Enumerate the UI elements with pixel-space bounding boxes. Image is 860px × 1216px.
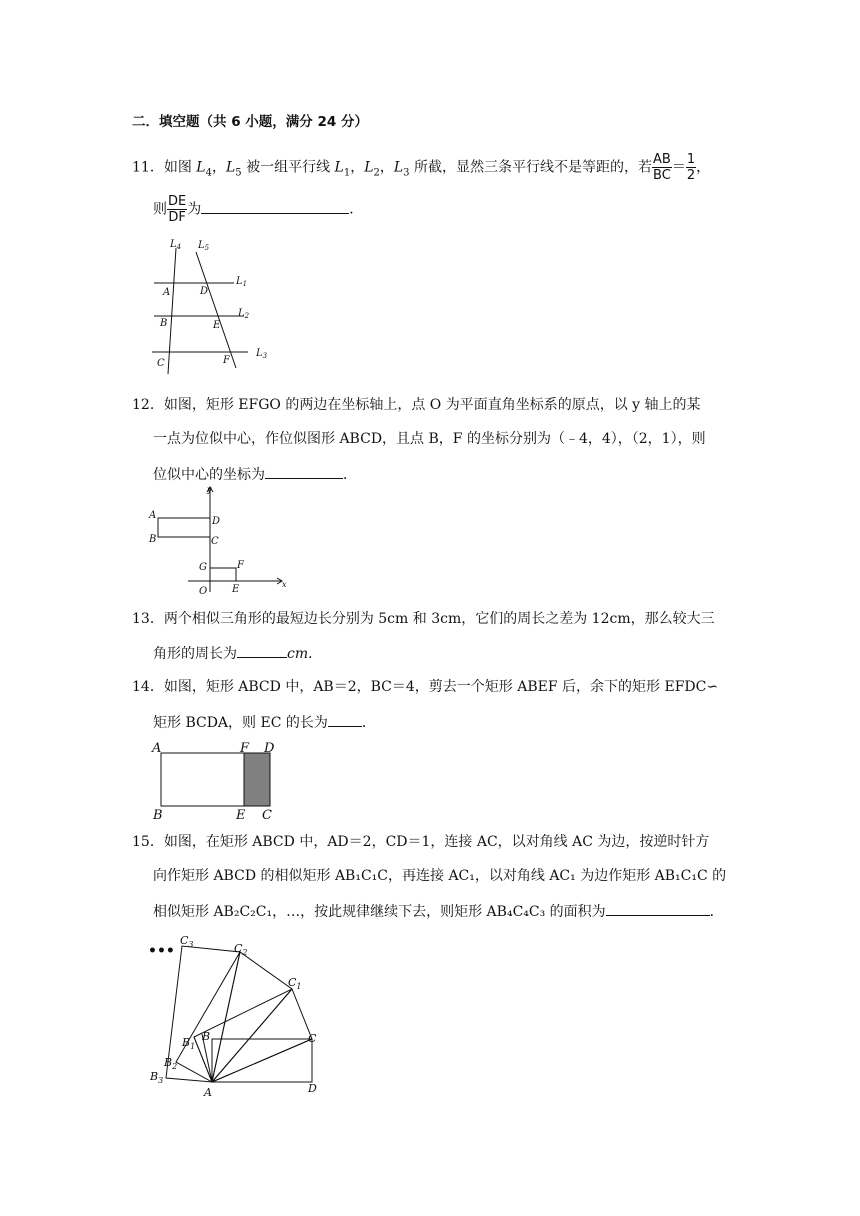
figure-coordinate-rectangles bbox=[144, 484, 294, 599]
fraction-denominator: BC bbox=[653, 168, 671, 183]
shaded-rectangle-efdc bbox=[244, 753, 270, 806]
label-x: x bbox=[282, 580, 287, 589]
question-13-line-1 bbox=[132, 609, 715, 629]
label-b3: $B_3$ bbox=[150, 1070, 164, 1085]
question-11-line-1 bbox=[132, 152, 710, 183]
label-e: E bbox=[213, 320, 221, 331]
label-l5: $L_5$ bbox=[198, 240, 210, 252]
q14-text: 如图，矩形 ABCD 中，AB＝2，BC＝4，剪去一个矩形 ABEF 后，余下的矩形 EFDC∽ bbox=[163, 679, 719, 695]
question-12-line-2: 一点为位似中心，作位似图形 ABCD，且点 B，F 的坐标分别为（﹣4，4），（2，1），则 bbox=[153, 431, 706, 447]
q15-punct: ． bbox=[709, 904, 724, 920]
label-b: B bbox=[153, 808, 163, 822]
q15-text: 如图，在矩形 ABCD 中，AD＝2，CD＝1，连接 AC，以对角线 AC 为边，按逆时针方 bbox=[163, 834, 710, 850]
label-e: E bbox=[236, 808, 246, 822]
figure-cut-rectangle bbox=[148, 737, 288, 822]
label-l2: $L_2$ bbox=[238, 308, 250, 320]
label-d: D bbox=[264, 741, 275, 756]
q11-var: L bbox=[393, 159, 404, 176]
label-l1: $L_1$ bbox=[236, 276, 248, 288]
question-15-line-3 bbox=[153, 900, 724, 922]
question-number: 11． bbox=[132, 159, 164, 176]
question-13-line-2 bbox=[153, 642, 322, 664]
q11-sub: 3 bbox=[403, 167, 410, 179]
label-c2: $C_2$ bbox=[234, 942, 248, 957]
question-number: 14． bbox=[132, 679, 164, 695]
q11-text: 如图 bbox=[163, 159, 197, 176]
line-l4 bbox=[168, 248, 176, 374]
question-15-line-2: 向作矩形 ABCD 的相似矩形 AB₁C₁C，再连接 AC₁，以对角线 AC₁ 为边作矩形 AB₁C₁C 的 bbox=[153, 868, 727, 884]
label-c: C bbox=[157, 358, 165, 369]
q11-punct: ， bbox=[211, 159, 226, 176]
q11-text: 为 bbox=[187, 201, 202, 218]
answer-blank-12[interactable] bbox=[265, 463, 343, 479]
equals-sign: ＝ bbox=[671, 159, 686, 176]
label-b2: $B_2$ bbox=[164, 1056, 178, 1071]
q11-text: 被一组平行线 bbox=[241, 159, 335, 176]
label-g: G bbox=[199, 562, 207, 573]
fraction-numerator: AB bbox=[653, 152, 671, 167]
label-b: B bbox=[160, 318, 168, 329]
q11-text: 则 bbox=[153, 201, 167, 218]
q14-text: 矩形 BCDA，则 EC 的长为 bbox=[153, 715, 328, 731]
fraction-one-half bbox=[686, 152, 696, 183]
label-b: B bbox=[202, 1030, 211, 1043]
ellipsis-dots: ••• bbox=[148, 943, 175, 959]
q11-var: L bbox=[334, 159, 344, 176]
q13-text: 角形的周长为 bbox=[153, 646, 237, 662]
question-number: 13． bbox=[132, 611, 164, 627]
figure-parallel-lines bbox=[148, 234, 278, 374]
q11-punct: ， bbox=[350, 159, 365, 176]
q11-punct: ， bbox=[379, 159, 394, 176]
question-15-line-1 bbox=[132, 832, 709, 852]
label-c1: $C_1$ bbox=[288, 976, 302, 991]
q11-sub: 2 bbox=[373, 167, 380, 179]
fraction-numerator: 1 bbox=[686, 152, 696, 167]
section-title: 二．填空题（共 6 小题，满分 24 分） bbox=[132, 114, 368, 130]
rectangle-efgo bbox=[210, 568, 236, 581]
q11-var: L bbox=[196, 159, 206, 176]
label-f: F bbox=[240, 741, 250, 756]
q12-punct: ． bbox=[343, 467, 357, 483]
label-d: D bbox=[308, 1082, 317, 1095]
fraction-denominator: 2 bbox=[686, 168, 696, 183]
answer-blank-13[interactable] bbox=[237, 642, 287, 658]
q13-punct: ． bbox=[308, 646, 323, 662]
label-e: E bbox=[232, 584, 240, 595]
label-l3: $L_3$ bbox=[256, 348, 268, 360]
label-c3: $C_3$ bbox=[180, 934, 194, 949]
fraction-numerator: DE bbox=[168, 194, 187, 209]
answer-blank-14[interactable] bbox=[328, 711, 362, 727]
segment-ab1 bbox=[194, 1037, 212, 1082]
label-b: B bbox=[149, 534, 157, 545]
label-a: A bbox=[149, 510, 157, 521]
q11-punct: ． bbox=[349, 201, 364, 218]
line-l5 bbox=[196, 252, 236, 368]
fraction-denominator: DF bbox=[168, 210, 186, 225]
label-d: D bbox=[212, 516, 221, 527]
label-b1: $B_1$ bbox=[182, 1036, 196, 1051]
label-y: y bbox=[207, 485, 212, 494]
question-11-line-2 bbox=[153, 194, 363, 225]
answer-blank-11[interactable] bbox=[201, 198, 349, 214]
q11-punct: ， bbox=[696, 159, 711, 176]
label-c: C bbox=[262, 808, 272, 822]
figure-similar-rectangles-spiral bbox=[142, 928, 342, 1098]
question-12-line-3 bbox=[153, 463, 357, 485]
question-12-line-1 bbox=[132, 395, 701, 415]
q11-sub: 1 bbox=[343, 167, 351, 179]
q12-text: 位似中心的坐标为 bbox=[153, 467, 265, 483]
q12-text: 如图，矩形 EFGO 的两边在坐标轴上，点 O 为平面直角坐标系的原点，以 y 轴上的某 bbox=[163, 397, 701, 413]
unit-cm: cm bbox=[287, 646, 309, 662]
label-f: F bbox=[237, 560, 244, 571]
q11-var: L bbox=[364, 159, 374, 176]
q11-var: L bbox=[225, 159, 236, 176]
fraction-ab-bc bbox=[652, 152, 672, 183]
q14-punct: ． bbox=[361, 715, 376, 731]
q13-text: 两个相似三角形的最短边长分别为 5cm 和 3cm，它们的周长之差为 12cm，那么较大三 bbox=[163, 611, 715, 627]
label-a: A bbox=[152, 741, 162, 756]
label-l4: $L_4$ bbox=[170, 239, 182, 251]
rectangle-abcd bbox=[158, 518, 210, 537]
label-o: O bbox=[199, 586, 208, 597]
question-number: 12． bbox=[132, 397, 164, 413]
q11-sub: 4 bbox=[205, 167, 212, 179]
question-14-line-2 bbox=[153, 711, 376, 733]
label-d: D bbox=[200, 286, 209, 297]
label-c: C bbox=[211, 536, 219, 547]
label-a: A bbox=[204, 1086, 212, 1098]
fraction-de-df bbox=[167, 194, 187, 225]
q11-text: 所截，显然三条平行线不是等距的，若 bbox=[409, 159, 652, 176]
q11-sub: 5 bbox=[235, 167, 242, 179]
question-14-line-1 bbox=[132, 677, 718, 697]
question-number: 15． bbox=[132, 834, 164, 850]
label-f: F bbox=[223, 355, 230, 366]
label-c: C bbox=[308, 1032, 317, 1045]
answer-blank-15[interactable] bbox=[606, 900, 710, 916]
label-a: A bbox=[163, 287, 171, 298]
q15-text: 相似矩形 AB₂C₂C₁，…，按此规律继续下去，则矩形 AB₄C₄C₃ 的面积为 bbox=[153, 904, 606, 920]
